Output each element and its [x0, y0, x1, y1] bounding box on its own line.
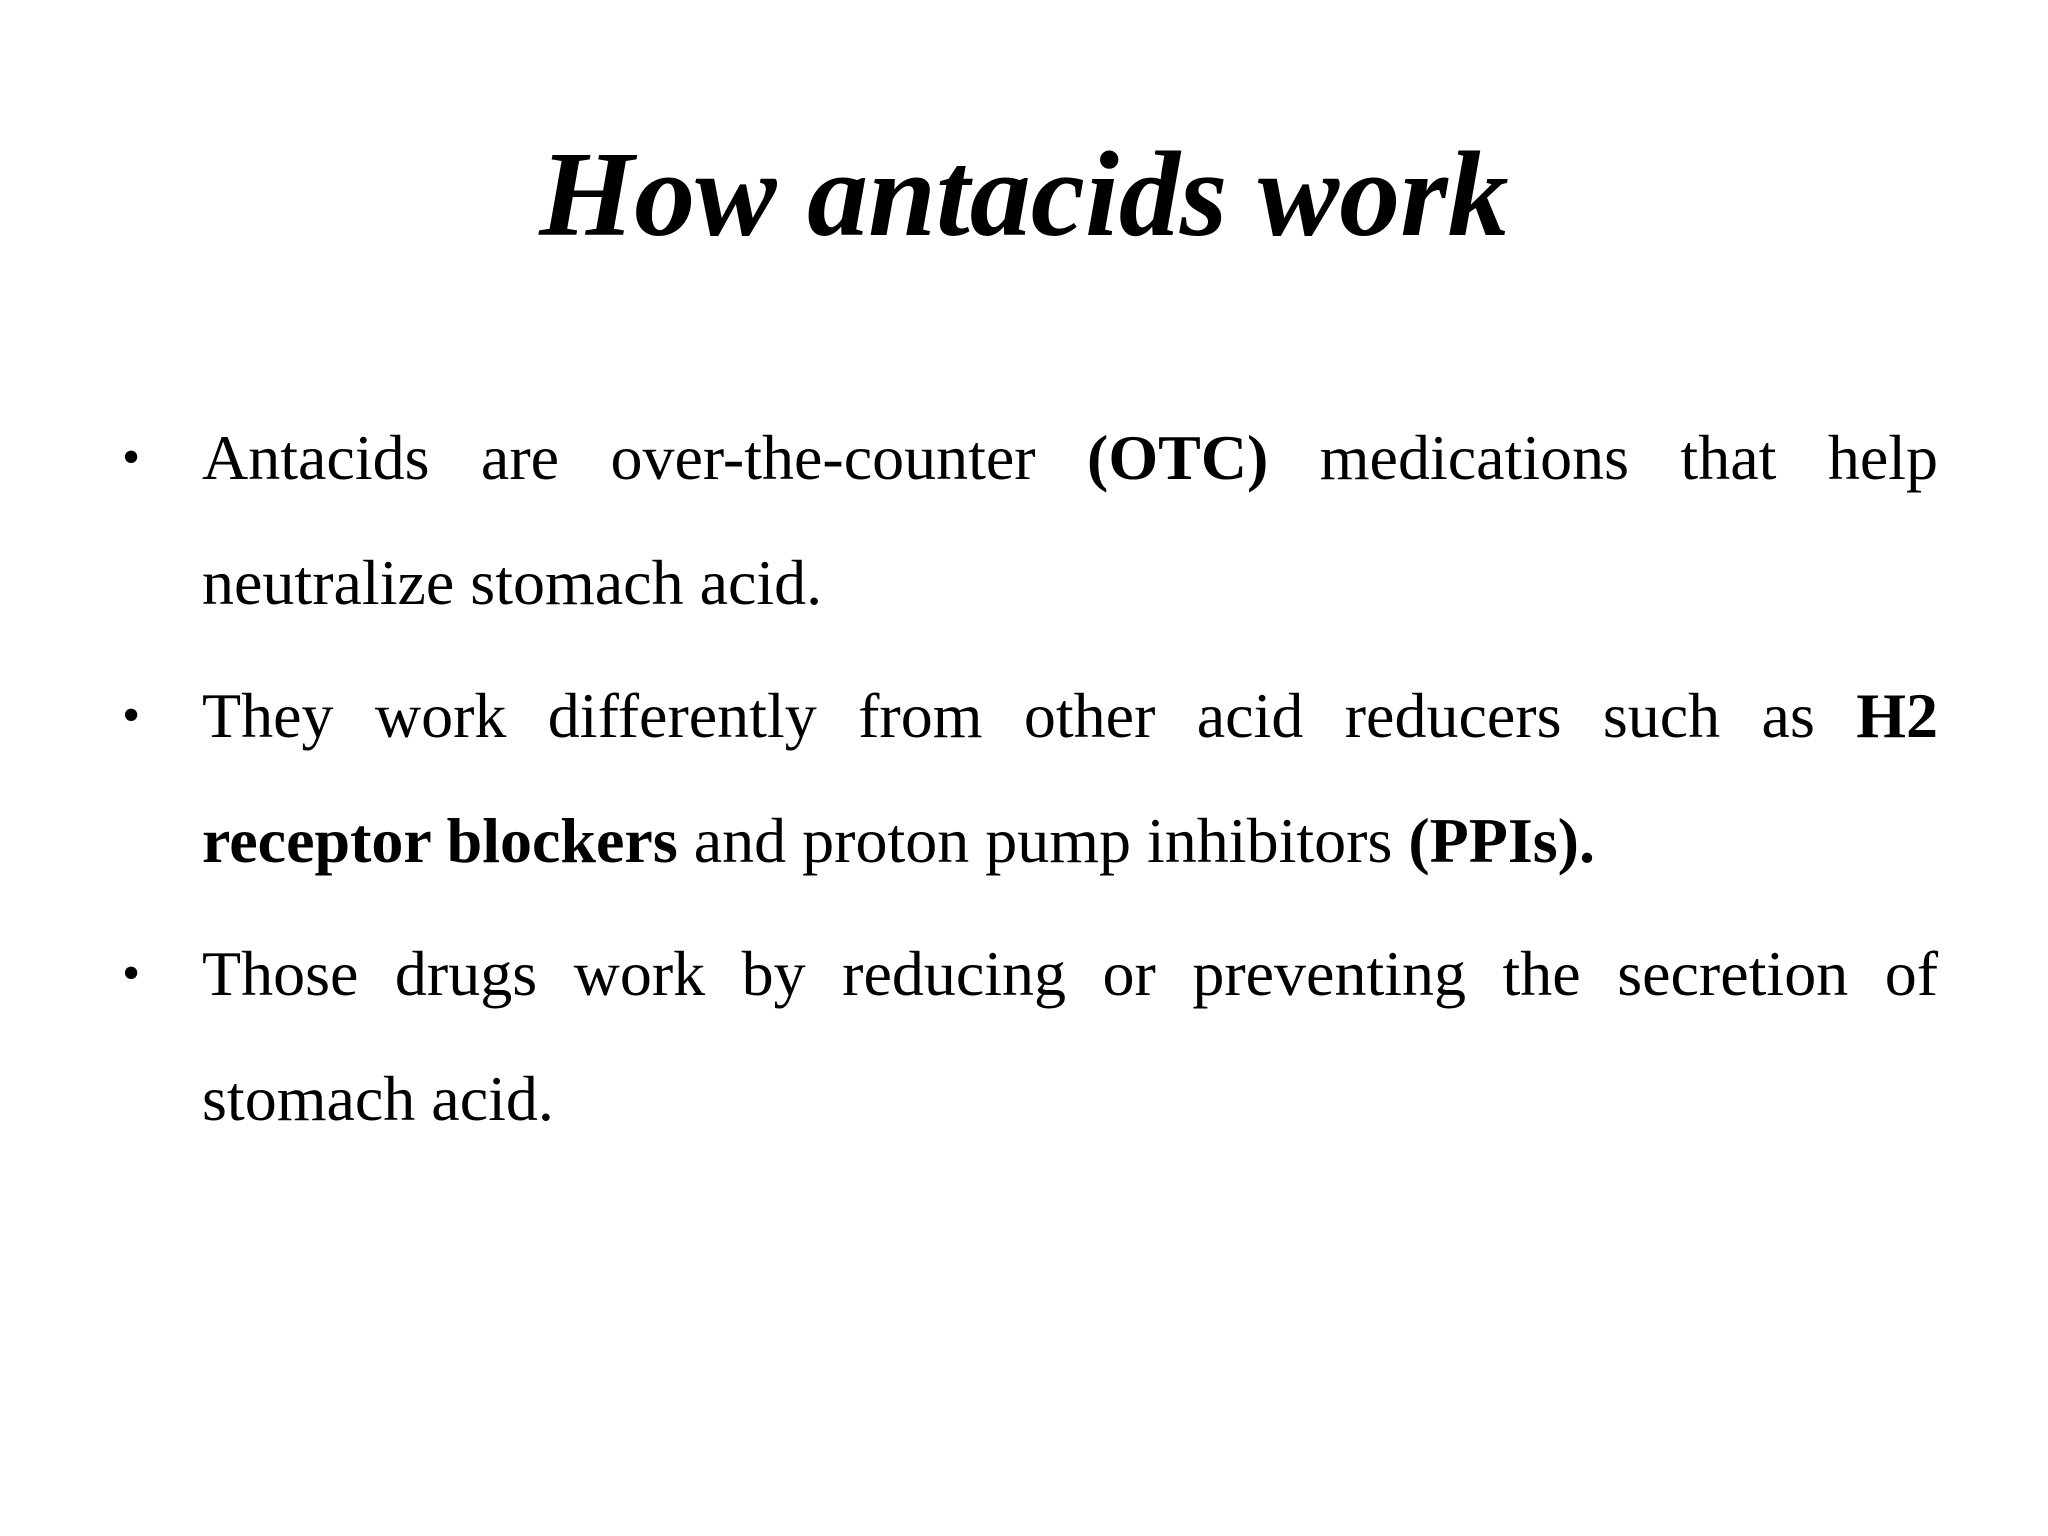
bullet-item: [118, 395, 1938, 645]
bullet-text-segment: and proton pump inhibitors: [677, 805, 1409, 876]
slide-title: How antacids work: [539, 127, 1509, 262]
bullet-dot-icon: •: [122, 945, 141, 1002]
bullet-text-segment: Antacids are over-the-counter: [202, 422, 1088, 493]
bullet-item: [118, 911, 1938, 1161]
bullet-dot-icon: •: [122, 687, 141, 744]
bullet-text-bold: (PPIs).: [1408, 805, 1595, 876]
bullet-text-segment: They work differently from other acid reducers such as: [202, 680, 1857, 751]
bullet-text-bold: (OTC): [1087, 422, 1269, 493]
bullet-item: [118, 653, 1938, 903]
bullet-dot-icon: •: [122, 429, 141, 486]
bullet-text-bold: H2 receptor blockers: [202, 680, 1938, 876]
bullet-text-segment: medications that help neutralize stomach acid.: [202, 422, 1938, 618]
bullet-list: [118, 395, 1938, 1169]
bullet-text-segment: Those drugs work by reducing or preventing the secretion of stomach acid.: [202, 938, 1938, 1134]
